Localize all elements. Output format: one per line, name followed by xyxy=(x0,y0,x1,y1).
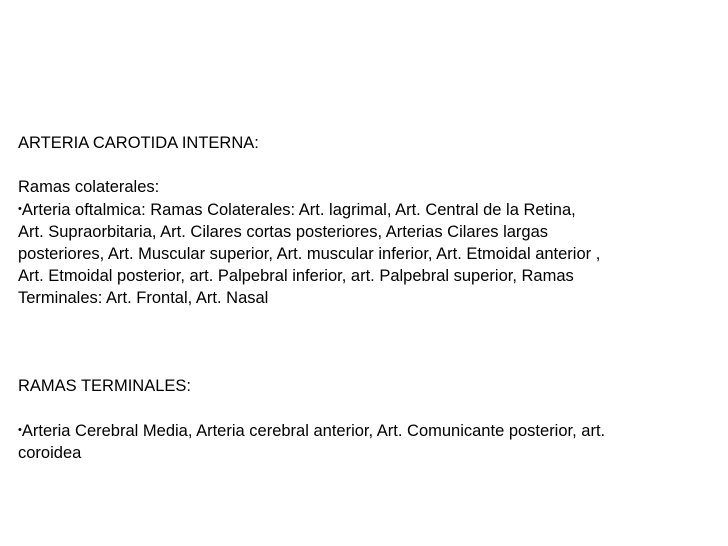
body-line: coroidea xyxy=(18,444,82,462)
spacer xyxy=(18,154,718,176)
bullet-line-oftalmica xyxy=(18,198,718,221)
spacer xyxy=(18,309,718,375)
bullet-icon: • xyxy=(18,203,22,215)
bullet-icon: • xyxy=(18,424,22,436)
section-heading-carotida: ARTERIA CAROTIDA INTERNA: xyxy=(18,134,259,152)
bullet-text: Arteria Cerebral Media, Arteria cerebral anterior, Art. Comunicante posterior, art. xyxy=(21,422,606,440)
slide-content xyxy=(18,132,718,464)
section-heading-ramas-terminales: RAMAS TERMINALES: xyxy=(18,377,191,395)
body-line: Terminales: Art. Frontal, Art. Nasal xyxy=(18,289,269,307)
body-line: posteriores, Art. Muscular superior, Art. muscular inferior, Art. Etmoidal anterior , xyxy=(18,245,601,263)
subheading-ramas-colaterales: Ramas colaterales: xyxy=(18,178,160,196)
body-line: Art. Etmoidal posterior, art. Palpebral inferior, art. Palpebral superior, Ramas xyxy=(18,267,574,285)
spacer xyxy=(18,397,718,419)
body-line: Art. Supraorbitaria, Art. Cilares cortas posteriores, Arterias Cilares largas xyxy=(18,223,549,241)
bullet-text: Arteria oftalmica: Ramas Colaterales: Art. lagrimal, Art. Central de la Retina, xyxy=(21,201,576,219)
bullet-line-cerebral xyxy=(18,419,718,442)
